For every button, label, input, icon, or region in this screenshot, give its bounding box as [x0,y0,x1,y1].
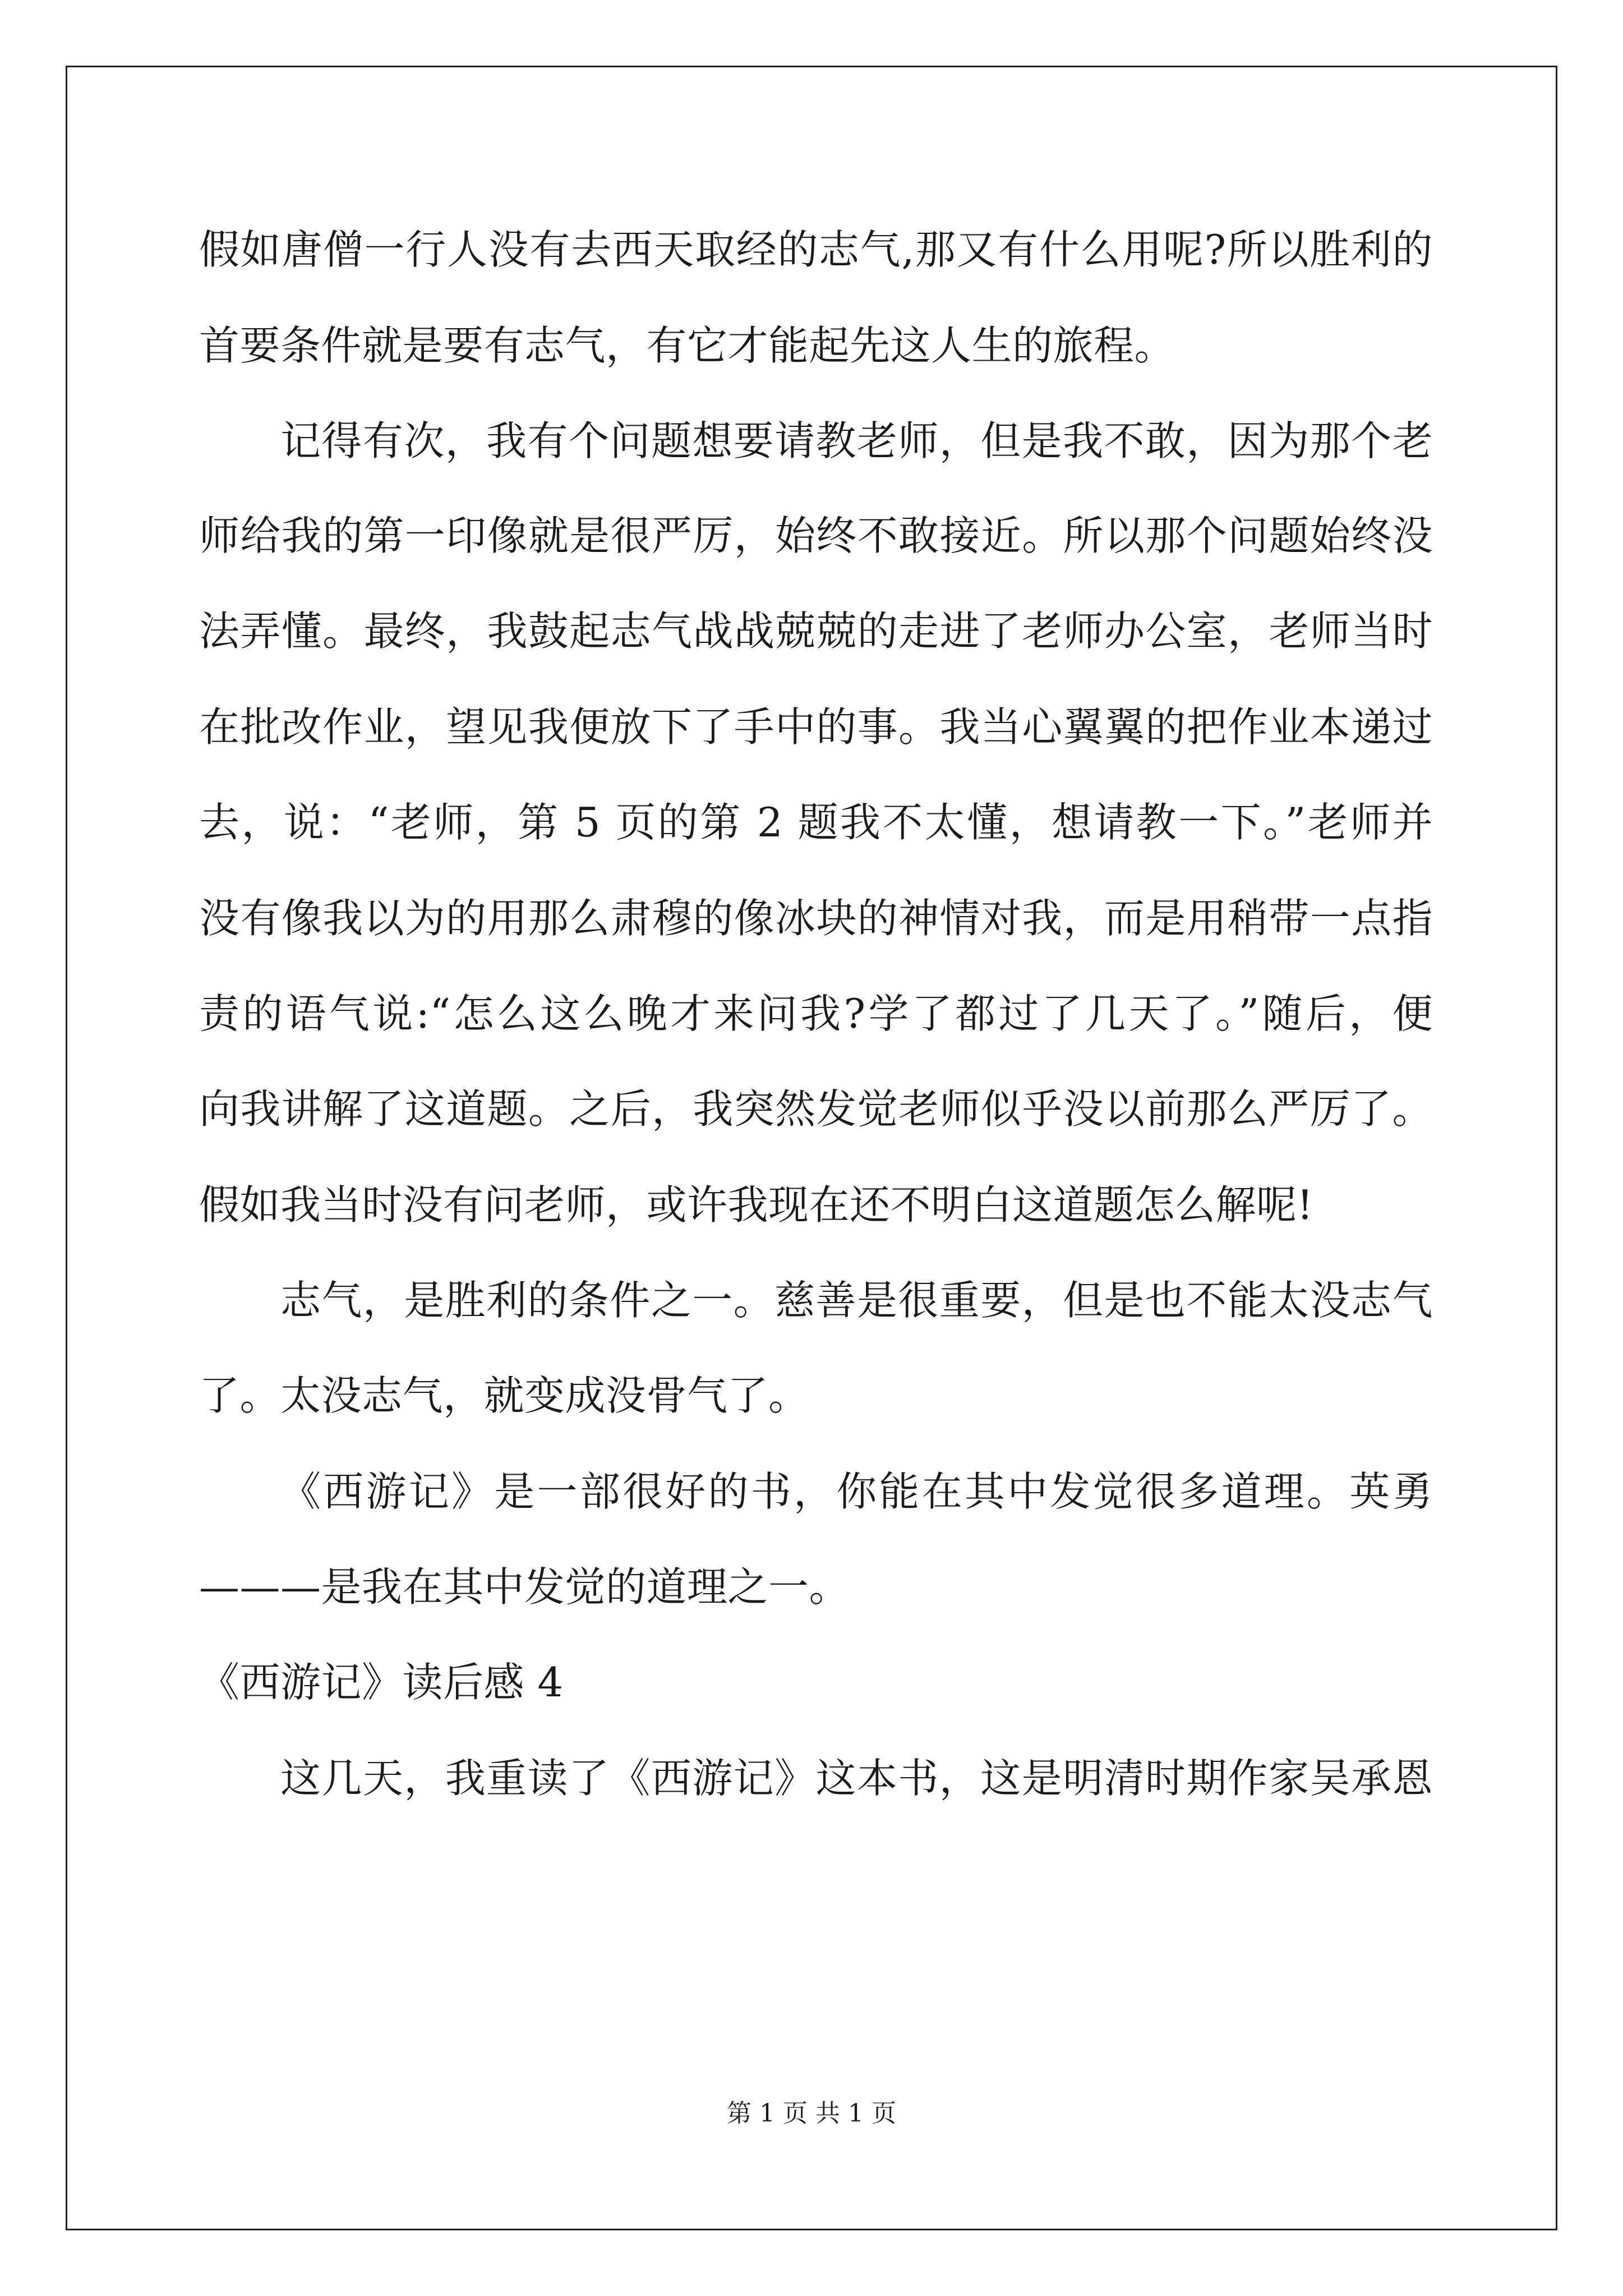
paragraph-line: 去，说：“老师，第 5 页的第 2 题我不太懂，想请教一下。”老师并 [199,799,1433,846]
paragraph-line: 《西游记》是一部很好的书，你能在其中发觉很多道理。英勇 [280,1468,1433,1515]
page-border [66,66,1557,2230]
paragraph-line: 了。太没志气，就变成没骨气了。 [199,1372,809,1419]
paragraph-line: 志气，是胜利的条件之一。慈善是很重要，但是也不能太没志气 [280,1277,1433,1324]
paragraph-line: 师给我的第一印像就是很严厉，始终不敢接近。所以那个问题始终没 [199,512,1433,559]
paragraph-line: 法弄懂。最终，我鼓起志气战战兢兢的走进了老师办公室，老师当时 [199,608,1433,655]
paragraph-line: ———是我在其中发觉的道理之一。 [199,1563,850,1611]
paragraph-line: 没有像我以为的用那么肃穆的像冰块的神情对我，而是用稍带一点指 [199,895,1433,942]
paragraph-line: 首要条件就是要有志气，有它才能起先这人生的旅程。 [199,322,1175,369]
paragraph-line: 责的语气说:“怎么这么晚才来问我?学了都过了几天了。”随后，便 [199,990,1433,1037]
paragraph-line: 假如唐僧一行人没有去西天取经的志气,那又有什么用呢?所以胜利的 [199,226,1433,273]
section-heading: 《西游记》读后感 4 [199,1659,564,1706]
paragraph-line: 记得有次，我有个问题想要请教老师，但是我不敢，因为那个老 [280,417,1433,464]
paragraph-line: 这几天，我重读了《西游记》这本书，这是明清时期作家吴承恩 [280,1755,1433,1802]
paragraph-line: 在批改作业，望见我便放下了手中的事。我当心翼翼的把作业本递过 [199,703,1433,751]
page-footer: 第 1 页 共 1 页 [727,2099,896,2128]
paragraph-line: 假如我当时没有问老师，或许我现在还不明白这道题怎么解呢! [199,1181,1313,1228]
paragraph-line: 向我讲解了这道题。之后，我突然发觉老师似乎没以前那么严厉了。 [199,1085,1433,1133]
